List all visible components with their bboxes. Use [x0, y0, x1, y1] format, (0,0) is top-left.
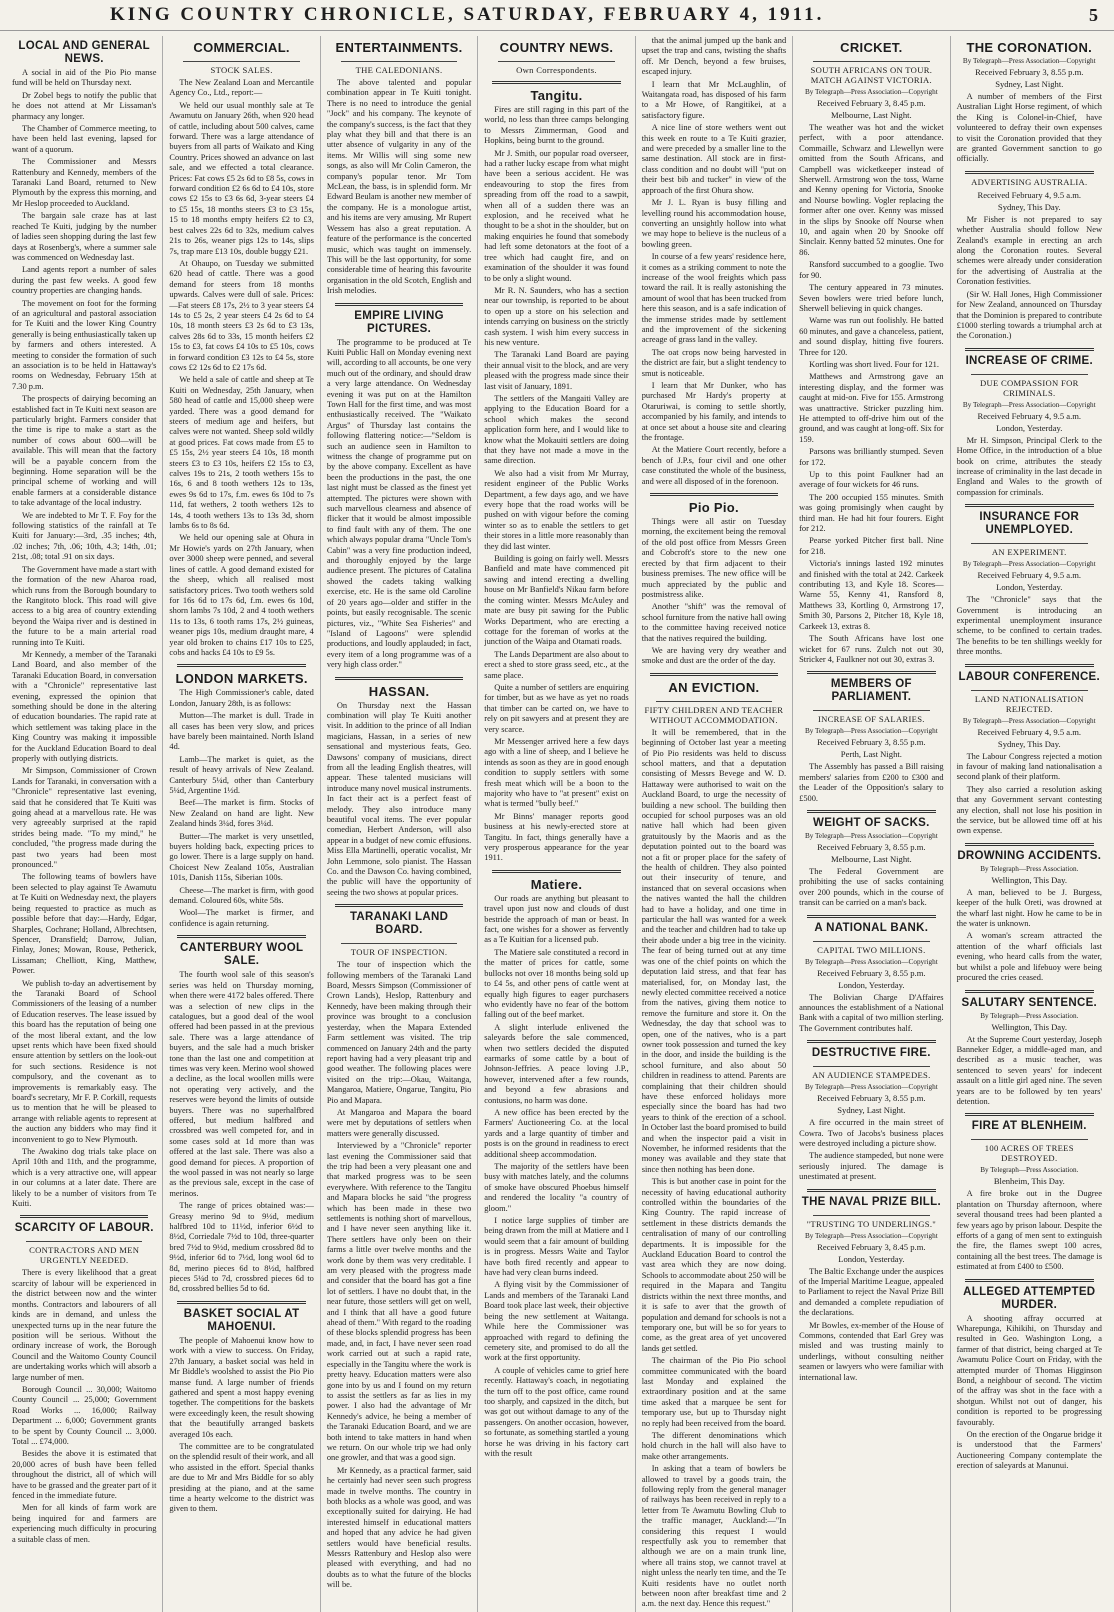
- article-paragraph: In course of a few years' residence here, it comes as a striking comment to note the increase of the wool freights which pass toward the rail. It is really astonishing the amount of wool that has been trucked from here this season, and is a safe indication of the immense strides made by settlement and the improvement of the sickening acreage of grass land in the valley.: [641, 252, 787, 345]
- section-divider: [335, 904, 463, 907]
- article-subheading: AN EXPERIMENT.: [991, 547, 1067, 558]
- article-paragraph: Cheese—The market is firm, with good demand. Coloured 60s, white 58s.: [169, 885, 314, 906]
- article-paragraph: Mr Messenger arrived here a few days ago with a line of sheep, and I believe he intends as soon as they are in good enough condition to supply settlers with some fresh meat which will be a boon to the majority who have to "at present" exist on what is termed "bully beef.": [484, 736, 629, 809]
- article-paragraph: The century appeared in 73 minutes. Seven bowlers were tried before lunch, Sherwell believing in quick changes.: [799, 283, 944, 313]
- article-subheading: "TRUSTING TO UNDERLINGS.": [806, 1218, 937, 1229]
- dateline: London, Yesterday.: [996, 422, 1063, 433]
- article-paragraph: The Bolivian Charge D'Affaires announces the establishment of a National Bank with a capital of two million sterling. The Government contributes half.: [799, 992, 944, 1033]
- article-paragraph: On Thursday next the Hassan combination will play Te Kuiti another visit. In addition to the prince of all Indian magicians, Hassan, in a series of new sensational and mysterious feats, Geo. Dawsons' company of musicians, direct from all the leading English theatres, will appear. These talented musicians will introduce many novel musical instruments. In fact their act is a perfect feast of melody. They also introduce many beautiful vocal items. The ever popular comedian, Herbert Anderson, will also appear in a budget of new comic effusions. Miss Ella Martinelli, operatic vocalist, Mr John Lemmone, solo pianist. The Hassan Co. and the Dawson Co. having combined, the public will have the opportunity of seeing the two shows at popular prices.: [326, 700, 472, 897]
- headline-rule: [498, 61, 614, 62]
- article-paragraph: I learn that Mr Dunker, who has purchased Mr Hardy's property at Otaruriwai, is coming to settle shortly, accompanied by his family, and intends to at once set about a house site and clearing the frontage.: [641, 381, 787, 443]
- received-time: Received February 3, 8.55 p.m.: [975, 67, 1084, 77]
- article-paragraph: The movement on foot for the forming of an agricultural and pastoral association for Te Kuiti and the lower King Country generally is being enthusiastically taken up by farmers and others interested. A meeting to consider the formation of such an association is to be held in Hattaway's rooms on Wednesday, February 15th at 7.30 p.m.: [12, 298, 157, 391]
- article-columns: [6, 36, 1108, 1609]
- wire-credit: By Telegraph—Press Association—Copyright: [804, 831, 938, 840]
- section-divider: [965, 1279, 1094, 1282]
- article-paragraph: The High Commissioner's cable, dated London, January 28th, is as follows:: [169, 688, 314, 708]
- article-subheading: LAND NATIONALISATION REJECTED.: [974, 693, 1084, 714]
- headline-rule: [971, 690, 1088, 691]
- article-paragraph: Mr J. L. Ryan is busy filling and levelling round his accommodation house, converting an unsightly hollow into what we may hope to believe is the nucleus of a bowling green.: [641, 198, 787, 249]
- dateline: London, Yesterday.: [996, 582, 1063, 593]
- article-paragraph: Mr Bowles, ex-member of the House of Commons, contended that Earl Grey was misled and was trusting mainly to underlings, without consulting neither seamen or lawyers who were familiar with international law.: [799, 1320, 944, 1382]
- received-time: Received February 4, 9.5 a.m.: [977, 726, 1082, 737]
- article-subheading: TOUR OF INSPECTION.: [350, 947, 448, 958]
- article-headline: LONDON MARKETS.: [175, 671, 308, 687]
- article-paragraph: There is every likelihood that a great scarcity of labour will be experienced in the district between now and the winter months. Contractors and labourers of all kinds are in demand, and unless the unexpected turns up in the near future the position will be serious. Without the ordinary increase of work, the Borough Council and the Waitomo County Council are undertaking works which will absorb a large number of men.: [12, 1268, 157, 1382]
- article-paragraph: A nice line of store wethers went out this week en route to a Te Kuiti grazier, and were preceded by a smaller line to the same destination. All stock are in first-class condition and no doubt will "put on their best bib and tucker" in view of the approach of the first Ohura show.: [641, 123, 787, 195]
- dateline: Sydney, Last Night.: [995, 79, 1064, 89]
- article-paragraph: Besides the above it is estimated that 20,000 acres of bush have been felled throughout the district, all of which will have to be grassed and the greater part of it fenced in the immediate future.: [12, 1449, 157, 1500]
- wire-credit: By Telegraph—Press Association—Copyright: [962, 716, 1096, 725]
- article-headline: INSURANCE FOR UNEMPLOYED.: [979, 511, 1080, 537]
- article-headline: LOCAL AND GENERAL NEWS.: [18, 40, 151, 65]
- section-divider: [807, 671, 935, 674]
- dateline: London, Yesterday.: [838, 1253, 905, 1264]
- article-paragraph: A flying visit by the Commissioner of Lands and members of the Taranaki Land Board took place last week, their objective being the new settlement at Waitanga. While here the Commissioner was approached with regard to defining the cemetery site, and promised to do all the work at the first opportunity.: [484, 1280, 629, 1363]
- article-headline: SALUTARY SENTENCE.: [961, 996, 1098, 1009]
- column-2: [163, 36, 320, 1612]
- dateline: Sydney, This Day.: [997, 738, 1061, 749]
- received-time: Received February 3, 8.55 p.m.: [817, 737, 926, 748]
- article-paragraph: Mr H. Simpson, Principal Clerk to the Home Office, in the introduction of a blue book on crime, attributes the steady increase of criminality in the last decade in England and Wales to the growth of compassion for criminals.: [956, 435, 1102, 497]
- wire-credit: By Telegraph—Press Association—Copyright: [962, 560, 1096, 569]
- article-paragraph: The weather was hot and the wicket perfect, with a poor attendance. Commaille, Schwarz and Llewellyn were omitted from the South Africans, and Campbell was wicketkeeper instead of Sherwell. Armstrong won the toss, Warne and Kenny opening for Victoria, Snooke and Nourse bowling. Vogler replacing the former after one over. Kenny was missed in the slips by Snooke off Nourse when 10, and again when 20 by Snooke off Sinclair. Kenny batted 52 minutes. One for 86.: [799, 123, 944, 257]
- article-paragraph: Mr J. Smith, our popular road overseer, had a rather lucky escape from what might have been a serious accident. He was endeavouring to stop the fires from spreading from off the road to a sawpit, when all of a sudden there was an explosion, and he received what he thought to be a shot in the shoulder, but on making enquiries he found that somebody had left some detonators at the foot of a tree which had caught fire, and on examination of the shoulder it was found to be only a slight wound.: [484, 148, 629, 283]
- dateline: Melbourne, Last Night.: [831, 853, 912, 864]
- wire-credit: By Telegraph—Press Association—Copyright: [962, 400, 1096, 409]
- article-paragraph: A social in aid of the Pio Pio manse fund will be held on Thursday next.: [12, 68, 157, 88]
- article-paragraph: The chairman of the Pio Pio school committee communicated with the board last Monday and explained the extraordinary position and at the same time asked that a marquee be sent for temporary use, but up to Thursday night no reply had been received from the board.: [641, 1356, 787, 1428]
- article-headline: TARANAKI LAND BOARD.: [349, 911, 449, 937]
- section-divider: [965, 843, 1094, 846]
- article-paragraph: The Matiere sale constituted a record in the matter of prices for cattle, some bullocks not over 18 months being sold up to £4 5s, and other pens of cattle went at equally high figures to eager purchasers who evidently have no fear of the bottom falling out of the beef market.: [484, 947, 629, 1020]
- article-headline: LABOUR CONFERENCE.: [958, 670, 1101, 683]
- wire-credit: By Telegraph—Press Association—Copyright: [962, 57, 1096, 65]
- article-subheading: DUE COMPASSION FOR CRIMINALS.: [979, 377, 1079, 398]
- wire-credit: By Telegraph—Press Association—Copyright: [804, 1083, 938, 1092]
- article-paragraph: The majority of the settlers have been busy with matches lately, and the columns of smoke have obscured Phoebus himself and rendered the locality "a country of gloom.": [484, 1162, 629, 1213]
- article-subheading: AN AUDIENCE STAMPEDES.: [812, 1070, 931, 1081]
- article-paragraph: The Lands Department are also about to erect a shed to store grass seed, etc., at the same place.: [484, 649, 629, 680]
- article-paragraph: We are indebted to Mr T. F. Foy for the following statistics of the rainfall at Te Kuiti for January:—3rd, .35 inches; 4th, .02 inches; 7th, .06; 10th, 4.3; 14th, .01; 21st, .08; total .91 on six days.: [12, 510, 157, 562]
- article-headline: Matiere.: [530, 876, 583, 892]
- article-paragraph: On the erection of the Ongarue bridge it is understood that the Farmers' Auctioneering Company contemplate the erection of saleyards at Manunui.: [956, 1430, 1102, 1471]
- article-subheading: 100 ACRES OF TREES DESTROYED.: [984, 1143, 1074, 1164]
- section-divider: [650, 493, 778, 496]
- article-paragraph: Quite a number of settlers are enquiring for timber, but as we have as yet no roads that timber can be carted on, we have to rely on pit sawyers and at present they are very scarce.: [484, 682, 629, 734]
- article-paragraph: Lamb—The market is quiet, as the result of heavy arrivals of New Zealand. Canterbury 5¼d, other than Canterbury 5¼d, Argentine 1½d.: [169, 754, 314, 795]
- article-paragraph: Land agents report a number of sales during the past few weeks. A good few country properties are changing hands.: [12, 265, 157, 296]
- wire-credit: By Telegraph—Press Association.: [980, 864, 1079, 873]
- article-paragraph: Parsons was brilliantly stumped. Seven for 172.: [799, 447, 944, 467]
- article-paragraph: The different denominations which hold church in the hall will also have to make other arrangements.: [641, 1430, 787, 1461]
- section-divider: [492, 870, 620, 873]
- article-headline: ALLEGED ATTEMPTED MURDER.: [963, 1285, 1096, 1311]
- section-divider: [335, 303, 463, 306]
- article-paragraph: The Government have made a start with the formation of the new Aharoa road, which runs from the Borough boundary to the Rangitoto block. This road will give access to a big area of country extending beyond the Waipa river and is destined in the future to be a main arterial road running into Te Kuiti.: [12, 564, 157, 647]
- article-paragraph: A couple of vehicles came to grief here recently. Hattaway's coach, in negotiating the turn off to the post office, came round too sharply, and capsized in the ditch, but was got out without damage to any of the passengers. On another occasion, however, so fortunate, as something startled a young horse he was driving in his factory cart with the result: [484, 1365, 629, 1458]
- article-headline: DESTRUCTIVE FIRE.: [811, 1047, 931, 1060]
- article-headline: SCARCITY OF LABOUR.: [14, 1222, 154, 1235]
- article-paragraph: Mutton—The market is dull. Trade in all cases has been very slow, and prices have barely been maintained. North Island 4d.: [169, 711, 314, 752]
- article-paragraph: Our roads are anything but pleasant to travel upon just now and clouds of dust bestride the approach of man or beast. In fact, one wishes for a shower as fervently as a Te Kuitian for a licensed pub.: [484, 893, 629, 945]
- column-4: [478, 36, 635, 1612]
- section-divider: [965, 504, 1094, 507]
- article-paragraph: The committee are to be congratulated on the splendid result of their work, and all who assisted in the effort. Special thanks are due to Mr and Mrs Biddle for so ably presiding at the piano, and at the same time a hearty welcome to the district was given to them.: [169, 1441, 314, 1514]
- article-paragraph: Mr Fisher is not prepared to say whether Australia should follow New Zealand's example in erecting an arch along the Coronation routes. Several schemes were already under consideration for the advertising of Australia at the Coronation festivities.: [956, 214, 1102, 287]
- column-3: [321, 36, 478, 1612]
- article-headline: WEIGHT OF SACKS.: [813, 816, 930, 829]
- section-divider: [965, 348, 1094, 351]
- article-subheading: CONTRACTORS AND MEN URGENTLY NEEDED.: [29, 1245, 140, 1266]
- received-time: Received February 3, 8.45 p.m.: [817, 1241, 926, 1252]
- headline-rule: [341, 61, 457, 62]
- article-subheading: INCREASE OF SALARIES.: [817, 714, 925, 725]
- article-paragraph: The range of prices obtained was:—Greasy merino 9d to 9½d, medium halfbred 10d to 11½d, inferior 6½d to 8½d, Corriedale 7½d to 10d, three-quarter bred 7½d to 9½d, medium crossbred 8d to 9½d, inferior 6d to 7½d, long wool 6d to 8d, merino pieces 6d to 8½d, halfbred pieces 5¼d to 7d, crossbred pieces 6d to 8d, crossbred bellies 5d to 6d.: [169, 1201, 314, 1294]
- article-paragraph: Kortling was short lived. Four for 121.: [809, 359, 939, 369]
- headline-rule: [813, 710, 929, 711]
- article-paragraph: that the animal jumped up the bank and upset the trap and cans, twisting the shafts off. Mr Dench, beyond a few bruises, escaped injury.: [641, 36, 787, 77]
- article-headline: COUNTRY NEWS.: [499, 40, 614, 55]
- article-headline: THE CORONATION.: [966, 40, 1093, 55]
- section-divider: [492, 81, 620, 84]
- article-paragraph: The oat crops now being harvested in the district are fair, but a slight tendency to smut is noticeable.: [641, 347, 787, 378]
- article-paragraph: The "Chronicle" says that the Government is introducing an experimental unemployment insurance scheme, to be confined to certain trades. The benefits to be ten shillings weekly for three months.: [956, 595, 1102, 657]
- article-paragraph: Things were all astir on Tuesday morning, the excitement being the removal of the old post office from Messrs Green and Cobcroft's store to the new one erected by that firm adjacent to their business premises. The new office will be much appreciated by the public and postmistress alike.: [641, 517, 787, 599]
- section-divider: [965, 990, 1094, 993]
- headline-rule: [26, 1241, 142, 1242]
- section-divider: [177, 935, 305, 938]
- article-paragraph: A woman's scream attracted the attention of the wharf officials last evening, who heard calls from the water, but whilst a pole and lifebuoy were being procured the cries ceased.: [956, 931, 1102, 983]
- article-paragraph: Matthews and Armstrong gave an interesting display, and the former was caught at mid-on. Five for 155. Armstrong was unattractive. Stricker puzzling him. He attempted to off-drive him out of the ground, and was caught at long-off. Six for 159.: [799, 372, 944, 444]
- headline-rule: [656, 701, 772, 702]
- column-5: [636, 36, 793, 1612]
- dateline: Perth, Last Night.: [840, 749, 902, 760]
- headline-rule: [971, 374, 1088, 375]
- article-paragraph: A fire occurred in the main street of Cowra. Two of Jacobs's business places were destroyed including a picture show.: [799, 1118, 944, 1148]
- article-paragraph: At Mangaroa and Mapara the board were met by deputations of settlers when matters were generally discussed.: [326, 1107, 472, 1138]
- wire-credit: By Telegraph—Press Association.: [980, 1011, 1079, 1020]
- article-paragraph: The prospects of dairying becoming an established fact in Te Kuiti next season are particularly bright. Farmers consider that the time is ripe to make a start as the number of cows about 600—will be available. This will mean that the factory will be a payable concern from the beginning. Home separation will be the principal scheme of working and will enable farmers at a considerable distance to take advantage of the local industry.: [12, 394, 157, 508]
- article-paragraph: Mr Binns' manager reports good business at his newly-erected store at Tangitu. In fact, things generally have a very prosperous appearance for the year 1911.: [484, 811, 629, 863]
- article-paragraph: The following teams of bowlers have been selected to play against Te Awamutu at Te Kuiti on Wednesday next, the players being requested to practice as much as possible before that day:—Hardy, Edgar, Sharples, Cochrane; Holland, Albrechtsen, Spencer, Dransfield; Darrow, Julian, Finlay, Jones; Mowan, Rouse, Petherick, Lissaman; Chelliott, King, Matthew, Power.: [12, 872, 157, 976]
- article-paragraph: I learn that Mr McLaughlin, of Waitangata road, has disposed of his farm to a Mr Howe, of Rangitikei, at a satisfactory figure.: [641, 79, 787, 120]
- article-paragraph: The Commissioner and Messrs Rattenbury and Kennedy, members of the Taranaki Land Board, returned to New Plymouth by the express this morning, and Mr Heslop proceeded to Auckland.: [12, 157, 157, 208]
- received-time: Received February 3, 8.55 p.m.: [817, 967, 926, 978]
- received-time: Received February 4, 9.5 a.m.: [977, 189, 1082, 200]
- headline-rule: [813, 1215, 929, 1216]
- section-divider: [807, 915, 935, 918]
- article-paragraph: The people of Mahoenui know how to work with a view to success. On Friday, 27th January, a basket social was held in Mr Biddle's woolshed to assist the Pio Pio manse fund. A large number of friends gathered and spent a most happy evening together. The competitions for the baskets were exceedingly keen, the result showing that the beautifully arranged baskets averaged 10s each.: [169, 1335, 314, 1439]
- article-paragraph: We held our usual monthly sale at Te Awamutu on January 26th, when 920 head of cattle, including about 500 calves, came forward. There was a large attendance of buyers from all parts of Waikato and King Country. Prices showed an advance on last sale, and we effected a total clearance. Prices: Fat cows £5 2s 6d to £8 5s, cows in forward condition £2 6s 6d to £4 10s, store cows £2 15s to £3 6s 6d, 3-year steers £4 to £5 15s, 18 months steers £3 to £3 15s, 15 to 18 months empty heifers £2 to £3, best calves 22s 6d to 32s, medium calves 21s to 26s, weaner pigs 12s to 14s, slips 7s, trap mare £13 10s, double buggy £21.: [169, 100, 314, 256]
- section-divider: [807, 1040, 935, 1043]
- article-paragraph: The Federal Government are prohibiting the use of sacks containing over 200 pounds, which in the course of transit can be carried on a man's back.: [799, 866, 944, 908]
- column-7: [951, 36, 1108, 1612]
- article-paragraph: Up to this point Faulkner had an average of four wickets for 46 runs.: [799, 470, 944, 490]
- section-divider: [807, 810, 935, 813]
- article-paragraph: Victoria's innings lasted 192 minutes and finished with the total at 242. Carkeek contributing 13, and Kyle 18. Scores—Warne 55, Kenny 41, Ransford 8, Matthews 33, Kortling 0, Armstrong 17, Smith 30, Parsons 2, Pitcher 18, Kyle 18, Carkeek 13, extras 8.: [799, 559, 944, 631]
- article-headline: THE NAVAL PRIZE BILL.: [801, 1195, 941, 1208]
- dateline: Blenheim, This Day.: [993, 1176, 1065, 1187]
- article-paragraph: The tour of inspection which the following members of the Taranaki Land Board, Messrs Simpson (Commissioner of Crown Lands), Heslop, Rattenbury and Kennedy, have been making through their province was brought to a conclusion yesterday, when the Mapara Extended Farm settlement was visited. The trip commenced on January 24th and the party report having had a very pleasant trip and good weather. The following places were visited on the trip:—Okau, Waitanga, Mangaroa, Matiere, Ongarue, Tangitu, Pio Pio and Mapara.: [326, 960, 472, 1105]
- article-headline: ENTERTAINMENTS.: [335, 40, 463, 55]
- dateline: Melbourne, Last Night.: [831, 110, 912, 120]
- article-paragraph: Mr Kennedy, a member of the Taranaki Land Board, and also member of the Taranaki Education Board, in conversation with a "Chronicle" representative last evening, expressed the opinion that something should be done in the altering of education boundaries. The rapid rate at which settlement was taking place in the King Country was making it impossible for the Auckland Education Board to deal properly with outlying districts.: [12, 649, 157, 763]
- headline-rule: [813, 941, 929, 942]
- article-paragraph: Men for all kinds of farm work are being inquired for and farmers are experiencing much difficulty in procuring a suitable class of men.: [12, 1503, 157, 1544]
- article-paragraph: We are having very dry weather and smoke and dust are the order of the day.: [641, 645, 787, 666]
- article-paragraph: The fourth wool sale of this season's series was held on Thursday morning, when there were 4172 bales offered. There was a selection of new clips in the catalogues, but a good deal of the wool offered had been passed in at the previous sale. There was a large attendance of buyers, and the sale had a much brisker tone than the last one and competition at times was very keen. Merino wool showed a decline, as the local woollen mills were not operating very actively, and the reserves were beyond the limits of outside buyers. There was no superhalfbred offered, but medium halfbred and crossbred was well competed for, and in some cases sold at 1d more than was offered at the last sale. There was also a good demand for pieces. A proportion of the wool passed in was not nearly so large as the previous sale, except in the case of merinos.: [169, 970, 314, 1198]
- headline-rule: [971, 543, 1088, 544]
- headline-rule: [341, 943, 457, 944]
- article-paragraph: The Chamber of Commerce meeting, to have been held last evening, lapsed for want of a quorum.: [12, 124, 157, 154]
- article-headline: EMPIRE LIVING PICTURES.: [354, 309, 444, 335]
- masthead: [0, 0, 1114, 31]
- article-paragraph: Dr Zobel begs to notify the public that he does not attend at Mr Lissaman's pharmacy any longer.: [12, 90, 157, 121]
- article-paragraph: Butter—The market is very unsettled, buyers holding back, expecting prices to go lower. There is a large supply on hand. Choicest New Zealand 105s, Australian 101s, Danish 115s, Siberian 100s.: [169, 831, 314, 883]
- dateline: Wellington, This Day.: [991, 874, 1067, 885]
- section-divider: [965, 171, 1094, 174]
- article-paragraph: The above talented and popular combination appear in Te Kuiti tonight. There is no need to introduce the genial "Jock" and his company. The keynote of the company's success, is the fact that they play what they bill and that there is an utter absence of vulgarity in any of the items. Mr Willis will sing some new songs, as also will Mr Colin Cameron, the company's popular tenor. Mr Tom McLean, the bass, is in splendid form. Mr Edward Beulam is another new member of the company. He is a monologue artist, and his items are very amusing. Mr Rupert Wessem has also a great reputation. A feature of the performance is the concerted music, which was taught on immensely. This will be the last opportunity, for some considerable time of hearing this favourite organisation in the old Scotch, English and Irish melodies.: [326, 78, 472, 296]
- article-paragraph: The South Africans have lost one wicket for 67 runs. Zulch not out 30, Stricker 4, Faulkner not out 30, extras 3.: [799, 634, 944, 664]
- article-paragraph: Mr Kennedy, as a practical farmer, said he certainly had never seen such progress made in twelve months. The country in both blocks as a whole was good, and was exceptionally suited for dairying. He had interested himself in educational matters and hoped that any advice he had given settlers would have beneficial results. Messrs Rattenbury and Heslop also were pleased with everything, and had no doubts as to what the future of the blocks will be.: [326, 1465, 472, 1590]
- article-paragraph: They also carried a resolution asking that any Government servant contesting any election, shall not lose his position in the service, but be allowed time off at his own expense.: [956, 784, 1102, 836]
- section-divider: [807, 1189, 935, 1192]
- article-paragraph: Fires are still raging in this part of the world, no less than three camps belonging to Messrs Zimmerman, Good and Hopkins, being burnt to the ground.: [484, 105, 629, 146]
- article-paragraph: The Baltic Exchange under the auspices of the Imperial Maritime League, appealed to Parliament to reject the Naval Prize Bill and demanded a complete repudiation of the declarations.: [799, 1266, 944, 1318]
- article-subheading: THE CALEDONIANS.: [355, 65, 443, 75]
- article-headline: A NATIONAL BANK.: [814, 921, 929, 934]
- article-paragraph: Mr Simpson, Commissioner of Crown Lands for Taranaki, in conversation with a "Chronicle" representative last evening, said that he considered that Te Kuiti was going ahead at a marvellous rate. He was very agreeably surprised at the rapid strides being made. "To my mind," he concluded, "the progress made during the past two years had been most pronounced.": [12, 766, 157, 870]
- section-divider: [650, 673, 778, 676]
- headline-rule: [813, 61, 929, 62]
- article-paragraph: A man, believed to be J. Burgess, keeper of the hulk Oreti, was drowned at the wharf last night. How he came to be in the water is unknown.: [956, 887, 1102, 929]
- section-divider: [177, 664, 305, 667]
- article-paragraph: Interviewed by a "Chronicle" reporter last evening the Commissioner said that the trip had been a very pleasant one and that marked progress was to be seen everywhere. With reference to the Tangitu and Mapara blocks he said "the progress which has been made in these two settlements is nothing short of marvellous, and I have never seen anything like it. There settlers have only been on their farms a little over twelve months and the work done by them was very creditable. I am very pleased with the progress made and consider that the board has got a fine lot of settlers. I have no doubt that, in the near future, those settlers will get on well, and I think that all have a good future ahead of them." With regard to the roading of these blocks splendid progress has been made, and, in fact, I have never seen road work carried out at such a rapid rate, especially in the Tangitu where the work is pretty heavy. Education matters were also gone into by us and I found on my return to assist the settlers as far as lies in my power. I also had the advantage of Mr Kennedy's advice, he being a member of the Taranaki Education Board, and we are both intend to take matters in hand when we return. On our whole trip we had only one growler, and that was a good sign.: [326, 1141, 472, 1463]
- article-paragraph: Beef—The market is firm. Stocks of New Zealand on hand are light. New Zealand hinds 3¼d, fores 3¼d.: [169, 798, 314, 829]
- article-paragraph: In asking that a team of bowlers be allowed to travel by a goods train, the following reply from the general manager of railways has been received in reply to a letter from Te Awamutu Bowling Club to the traffic manager, Auckland:—"In considering this request I would respectfully ask you to remember that although we are on a main trunk line, where all trains stop, we cannot travel at night unless the nearly ten time, and the Te Kuiti residents have no outlet north between noon after breakfast time and 2 a.m. the next day. Hence this request.": [641, 1464, 787, 1609]
- wire-credit: By Telegraph—Press Association—Copyright: [804, 727, 938, 736]
- section-divider: [177, 1301, 305, 1304]
- article-paragraph: We publish to-day an advertisement by the Taranaki Board of School Commissioners of the leasing of a number of Education reserves. The lease issued by this board has the reputation of being one of the most liberal extant, and the low upset rents which have been fixed should ensure attention by settlers on the look-out for such sections. Residence is not compulsory, and the covenant as to improvements is remarkably easy. The board's secretary, Mr F. P. Corkill, requests us to mention that he will be pleased to arrange with reliable agents to represent at the auction any bidders who may find it inconvenient to go to New Plymouth.: [12, 978, 157, 1144]
- received-time: Received February 4, 9.5 a.m.: [977, 410, 1082, 421]
- wire-credit: By Telegraph—Press Association.: [980, 1166, 1079, 1175]
- dateline: London, Yesterday.: [838, 979, 905, 990]
- article-paragraph: We also had a visit from Mr Murray, resident engineer of the Public Works Department, a few days ago, and we have every hope that the road works will be pushed on with vigour before the coming winter so as to enable the settlers to get their stores in a little more reasonably than they did last winter.: [484, 468, 629, 551]
- article-paragraph: The Assembly has passed a Bill raising members' salaries from £200 to £300 and the Leader of the Opposition's salary to £500.: [799, 762, 944, 803]
- article-headline: INCREASE OF CRIME.: [965, 354, 1093, 367]
- article-paragraph: The 200 occupied 155 minutes. Smith was going promisingly when caught by third man. He had hit four fourers. Eight for 212.: [799, 492, 944, 534]
- page-number: 5: [1089, 4, 1100, 25]
- wire-credit: By Telegraph—Press Association—Copyright: [804, 88, 938, 96]
- article-paragraph: The Taranaki Land Board are paying their annual visit to the block, and are very pleased with the progress made since their last visit of January, 1891.: [484, 350, 629, 391]
- column-1: [6, 36, 163, 1612]
- article-paragraph: The Awakino dog trials take place on April 10th and 11th, and the programme, which is a very attractive one, will appear in our columns at a later date. There are likely to be a number of visitors from Te Kuiti.: [12, 1147, 157, 1209]
- received-time: Received February 3, 8.55 p.m.: [817, 1093, 926, 1104]
- headline-rule: [971, 1139, 1088, 1140]
- article-headline: CRICKET.: [840, 40, 903, 55]
- section-divider: [335, 677, 463, 680]
- article-subheading: CAPITAL TWO MILLIONS.: [817, 944, 926, 955]
- article-headline: CANTERBURY WOOL SALE.: [179, 942, 304, 968]
- article-paragraph: Warne was run out foolishly. He batted 60 minutes, and gave a chanceless, patient, and sound display, hitting five fourers. Three for 120.: [799, 316, 944, 357]
- article-paragraph: I notice large supplies of timber are being drawn from the mill at Matiere and I would seem that a fair amount of building is in progress. Messrs Waite and Taylor have both fired recently and appear to have had very clean burns indeed.: [484, 1216, 629, 1278]
- section-divider: [20, 1215, 148, 1218]
- article-headline: BASKET SOCIAL AT MAHOENUI.: [183, 1307, 300, 1333]
- headline-rule: [183, 61, 299, 62]
- article-paragraph: A number of members of the First Australian Light Horse regiment, of which the King is Colonel-in-Chief, have volunteered to defray their own expenses to visit the Coronation provided that they are granted Government sanction to go officially.: [956, 92, 1102, 164]
- article-paragraph: We held our opening sale at Ohura in Mr Howie's yards on 27th January, when over 3000 sheep were penned, and several lines of cattle. A good demand existed for the sheep, which all realised most satisfactory prices. Two tooth wethers sold for 16s 6d to 17s 6d, f.m. ewes 6s 10d, shorn lambs 7s 10d, 2 and 4 tooth wethers 11s to 13s, 6 tooth rams 17s, 2½ guineas, weaner pigs 10s, medium draught mare, 4 year old broken to chains £17 10s to £25, cobs and hacks £4 10s to £9 5s.: [169, 533, 314, 657]
- article-subheading: STOCK SALES.: [210, 65, 273, 75]
- article-paragraph: The audience stampeded, but none were seriously injured. The damage is unestimated at present.: [799, 1151, 944, 1182]
- article-paragraph: It will be remembered, that in the beginning of October last year a meeting of Pio Pio residents was held to discuss school matters, and that a deputation consisting of Messrs Bevege and W. D. Hattaway were authorised to wait on the Auckland Board, to urge the necessity of building a new school. The building then occupied for school purposes was an old native hall which had been given gratuitously by the Maoris and as the deputation pointed out to the board was not a fit or proper place for the safety of the health of children. They also pointed out their insecurity of tenure, and instanced that on several occasions when the natives wanted the hall the children had to have a holiday, and one time in particular the hall was wanted for a week and the teacher and children had to take up their abode under a big tree in the vicinity. The fear of being turned out at any time was one of the chief points on which the deputation laid stress, and that fear has materialised, for, on Monday last, the newly elected committee received a notice from the natives, giving them notice to remove the furniture and store it. On the Wednesday, the day that school was to open, one of the natives, who is a part owner took possession and turned the key in the door, and inside the building is the school furniture, and also about 50 children in readiness to attend. Parents are complaining that their children should have these enforced holidays more especially since the board has had two years to think of the erection of a school. In October last the board promised to build and when the inspector paid a visit in November, he informed residents that the money was available and they state that since then nothing has been done.: [641, 727, 787, 1174]
- article-headline: MEMBERS OF PARLIAMENT.: [830, 678, 912, 704]
- article-paragraph: A slight interlude enlivened the saleyards before the sale commenced, when two settlers decided the disputed earmarks of some cattle by a bout of Johnson-Jeffries. A peace loving J.P., however, intervened after a few rounds, and beyond a few abrasions and contusions, no harm was done.: [484, 1022, 629, 1105]
- article-paragraph: We held a sale of cattle and sheep at Te Kuiti on Wednesday, 25th January, when 580 head of cattle and 15,000 sheep were yarded. There was a good demand for steers of medium age and heifers, but calves were not wanted. Sheep sold wildly at good prices. Fat cows made from £5 to £5 15s, 2½ year steers £4 10s, 18 month steers £3 to £3 10s, heifers £2 15s to £3, calves 19s to 21s, 2 tooth wethers 15s to 16s, 6 and 8 tooth wethers 12s to 13s, ewes 9s 6d to 17s, f.m. ewes 6s 10d to 7s 11d, fat wethers, 2 tooth wethers 12s to 14s, 4 tooth wethers 13s to 13s 3d, shorn lambs 6s to 8s 6d.: [169, 375, 314, 531]
- article-paragraph: Borough Council ... 30,000; Waitomo County Council ... 25,000; Government Road Works ... 16,000; Railway Department ... 6,000; Government grants to be spent by County Council ... 3,000. Total ... £74,000.: [12, 1384, 157, 1446]
- article-paragraph: A new office has been erected by the Farmers' Auctioneering Co. at the local yards and a large quantity of timber and posts is on the ground in readiness to erect additional sheep accommodation.: [484, 1107, 629, 1159]
- article-headline: HASSAN.: [368, 683, 430, 699]
- article-paragraph: This is but another case in point for the necessity of having educational authority controlled within the boundaries of the King Country. The rapid increase of settlement in these districts demands the centralisation of many of our controlling departments. It is impossible for the Auckland Education Board to control the vast area which they are now doing. Schools to accommodate about 250 will be required in the Mapara and Tangitu districts within the next three months, and it is safe to aver that the growth of population and demand for schools is not a temporary one, but will be so for years to come, as the great area of yet uncovered lands get settled.: [641, 1177, 787, 1353]
- article-paragraph: Pearse yorked Pitcher first ball. Nine for 218.: [799, 536, 944, 556]
- article-paragraph: The New Zealand Loan and Mercantile Agency Co., Ltd., report:—: [169, 78, 314, 98]
- article-paragraph: Mr R. N. Saunders, who has a section near our township, is reported to be about to open up a store on his selection and intends carrying on business on the strictly cash system. I wish him every success in his new venture.: [484, 285, 629, 347]
- article-paragraph: The programme to be produced at Te Kuiti Public Hall on Monday evening next will, according to all accounts, be one very much out of the ordinary, and should draw a very large attendance. On Wednesday evening it was put on at the Hamilton Town Hall for the first time, and was most enthusiastically received. The "Waikato Argus" of Thursday last contains the following flattering notice:—"Seldom is such an audience seen in Hamilton to witness the change of programme put on by the above company. Excellent as have been the productions in the past, the one last night must be classed as the finest yet attempted. The pictures were shown with such marvellous clearness and absence of flicker that it would be almost impossible to find fault with any of them. The one which always popular drama "Uncle Tom's Cabin" was a very fine production indeed, and thoroughly enjoyed by the large audience present. The pictures of Catalina showed the cadets taking walking exercise, etc. He is the same old Caroline of 20 years ago—older and stiffer in the points, but easily recognisable. The scenic pictures, viz., "White Sea Fisheries" and "Island of Lagoons" were splendid productions, and loudly applauded; in fact, every item of a long programme was of a very high class order.": [326, 337, 472, 670]
- article-headline: FIRE AT BLENHEIM.: [971, 1120, 1087, 1133]
- dateline: Sydney, This Day.: [997, 201, 1061, 212]
- article-subheading: SOUTH AFRICANS ON TOUR. MATCH AGAINST VICTORIA.: [810, 65, 933, 85]
- article-subheading: ADVERTISING AUSTRALIA.: [971, 176, 1088, 187]
- article-headline: AN EVICTION.: [668, 679, 760, 695]
- article-paragraph: A fire broke out in the Dugree plantation on Thursday afternoon, where several thousand trees had been planted a few years ago by prison labour. Despite the efforts of a gang of men sent to extinguish the fire, the flames swept 100 acres, containing all the best trees. The damage is estimated at from £400 to £500.: [956, 1189, 1102, 1272]
- article-paragraph: A shooting affray occurred at Wharepunga, Kihikihi, on Thursday and resulted in Geo. Washington Long, a farmer of that district, being charged at Te Awamutu Police Court on Friday, with the attempted murder of Thomas Higginson Bond, a neighbour of second. The victim of the affray was shot in the face with a shotgun. Whilst not out of danger, his condition is reported to be progressing favourably.: [956, 1313, 1102, 1427]
- article-subheading: FIFTY CHILDREN AND TEACHER WITHOUT ACCOMMODATION.: [644, 704, 784, 725]
- article-paragraph: Ransford succumbed to a googlie. Two for 90.: [799, 260, 944, 280]
- dateline: Wellington, This Day.: [991, 1021, 1067, 1032]
- article-paragraph: At the Matiere Court recently, before a bench of J.P.s, four civil and one other case constituted the whole of the business, and were all disposed of in the forenoon.: [641, 445, 787, 486]
- received-time: Received February 3, 8.55 p.m.: [817, 841, 926, 852]
- wire-credit: By Telegraph—Press Association—Copyright: [804, 957, 938, 966]
- column-6: [793, 36, 950, 1612]
- article-paragraph: At the Supreme Court yesterday, Joseph Banneker Edger, a middle-aged man, and described as a music teacher, was sentenced to seven years' for indecent assault on a little girl aged nine. The seven years are to be followed by ten years' detention.: [956, 1034, 1102, 1106]
- article-paragraph: The bargain sale craze has at last reached Te Kuiti, judging by the number of ladies seen shopping during the last few days at Rosenberg's, where a summer sale was commenced on Wednesday last.: [12, 211, 157, 262]
- article-subheading: Own Correspondents.: [516, 65, 597, 75]
- article-paragraph: Building is going on fairly well. Messrs Banfield and mate have commenced pit sawing and intend erecting a dwelling house on Mr Banfield's Nikau farm before the coming winter. Messrs McAuley and mate are busy pit sawing for the Public Works Department, who are erecting a cottage for the foreman of works at the junction of the Waipa and Otamati roads.: [484, 554, 629, 647]
- headline-rule: [813, 1066, 929, 1067]
- article-paragraph: Another "shift" was the removal of school furniture from the native hall owing to the committee having received notice that the natives required the building.: [641, 602, 787, 643]
- article-headline: DROWNING ACCIDENTS.: [957, 849, 1102, 862]
- article-paragraph: The Labour Congress rejected a motion in favour of making land nationalisation a second plank of their platform.: [956, 751, 1102, 782]
- article-paragraph: Wool—The market is firmer, and confidence is again returning.: [169, 908, 314, 928]
- received-time: Received February 4, 9.5 a.m.: [977, 570, 1082, 581]
- wire-credit: By Telegraph—Press Association—Copyright: [804, 1231, 938, 1240]
- article-headline: COMMERCIAL.: [193, 40, 290, 55]
- received-time: Received February 3, 8.45 p.m.: [817, 98, 926, 108]
- masthead-title: KING COUNTRY CHRONICLE, SATURDAY, FEBRUARY 4, 1911.: [110, 4, 825, 25]
- section-divider: [965, 1113, 1094, 1116]
- article-paragraph: At Ohaupo, on Tuesday we submitted 620 head of cattle. There was a good demand for steers from 18 months upwards. Calves were dull of sale. Prices:—Fat steers £8 17s, 2½ to 3 year steers £4 14s to £5 2s, 2 year steers £4 2s 6d to £4 10s, 18 month steers £3 2s 6d to £3 13s, calves 28s 6d to 33s, 15 month heifers £2 15s to £3, fat cows £4 10s to £5 10s, cows in forward condition £3 12s to £4 5s, store cows £2 12s 6d to £2 17s 6d.: [169, 258, 314, 372]
- dateline: Sydney, Last Night.: [837, 1105, 906, 1116]
- article-headline: Tangitu.: [530, 88, 583, 103]
- article-paragraph: (Sir W. Hall Jones, High Commissioner for New Zealand, announced on Thursday that the Dominion is prepared to contribute £1000 sterling towards a triumphal arch at the Coronation.): [956, 289, 1102, 341]
- article-headline: Pio Pio.: [688, 500, 739, 516]
- section-divider: [965, 664, 1094, 667]
- article-paragraph: The settlers of the Mangaiti Valley are applying to the Education Board for a school which makes the second application form here, and I would like to know what the Mokauiti settlers are doing that they have not made a move in the same direction.: [484, 393, 629, 466]
